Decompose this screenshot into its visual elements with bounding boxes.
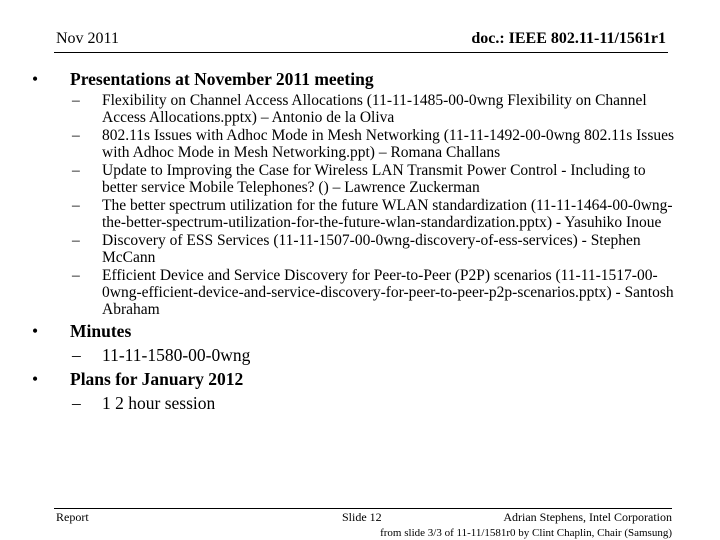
- minutes-list: [32, 344, 682, 366]
- list-item: [32, 232, 682, 266]
- bullet-dot-icon: •: [32, 69, 39, 89]
- list-item: [32, 344, 682, 366]
- bullet-text: Presentations at November 2011 meeting: [70, 69, 374, 89]
- plans-list: [32, 392, 682, 414]
- list-item: [32, 92, 682, 126]
- dash-icon: –: [72, 232, 80, 249]
- list-item: [32, 267, 682, 318]
- list-item: [32, 392, 682, 414]
- slide-body: [32, 68, 682, 416]
- footer-divider: [54, 508, 672, 509]
- bullet-text: Plans for January 2012: [70, 369, 244, 389]
- header-doc-id: doc.: IEEE 802.11-11/1561r1: [471, 30, 666, 47]
- bullet-plans: [32, 368, 682, 390]
- dash-icon: –: [72, 267, 80, 284]
- list-item-text: Update to Improving the Case for Wireless LAN Transmit Power Control - Including to better service Mobile Telephones? () – Lawrence Zuckerman: [102, 162, 646, 196]
- list-item-text: Flexibility on Channel Access Allocations (11-11-1485-00-0wng Flexibility on Channel Access Allocations.pptx) – Antonio de la Oliva: [102, 92, 647, 126]
- bullet-presentations: [32, 68, 682, 90]
- header-divider: [54, 52, 668, 53]
- footer-source: from slide 3/3 of 11-11/1581r0 by Clint Chaplin, Chair (Samsung): [380, 527, 672, 539]
- slide-number: Slide 12: [342, 510, 382, 524]
- dash-icon: –: [72, 92, 80, 109]
- bullet-text: Minutes: [70, 321, 132, 341]
- dash-icon: –: [72, 127, 80, 144]
- list-item-text: 11-11-1580-00-0wng: [102, 345, 251, 365]
- list-item-text: Efficient Device and Service Discovery for Peer-to-Peer (P2P) scenarios (11-11-1517-00-0wng-efficient-device-and-service-discovery-for-peer-to-peer-p2p-scenarios.pptx) - Santosh Abraham: [102, 267, 674, 318]
- dash-icon: –: [72, 345, 81, 365]
- bullet-dot-icon: •: [32, 369, 39, 389]
- dash-icon: –: [72, 162, 80, 179]
- dash-icon: –: [72, 393, 81, 413]
- bullet-dot-icon: •: [32, 321, 39, 341]
- dash-icon: –: [72, 197, 80, 214]
- header-date: Nov 2011: [56, 30, 119, 47]
- list-item-text: 1 2 hour session: [102, 393, 216, 413]
- list-item-text: Discovery of ESS Services (11-11-1507-00-0wng-discovery-of-ess-services) - Stephen McCann: [102, 232, 641, 266]
- presentation-list: [32, 92, 682, 318]
- footer-author: Adrian Stephens, Intel Corporation: [503, 510, 672, 524]
- list-item-text: 802.11s Issues with Adhoc Mode in Mesh Networking (11-11-1492-00-0wng 802.11s Issues with Adhoc Mode in Mesh Networking.ppt) – Romana Challans: [102, 127, 675, 161]
- bullet-minutes: [32, 320, 682, 342]
- footer-label: Report: [56, 510, 89, 524]
- list-item-text: The better spectrum utilization for the future WLAN standardization (11-11-1464-00-0wng-the-better-spectrum-utilization-for-the-future-wlan-standardization.pptx) - Yasuhiko Inoue: [102, 197, 673, 231]
- list-item: [32, 197, 682, 231]
- list-item: [32, 127, 682, 161]
- list-item: [32, 162, 682, 196]
